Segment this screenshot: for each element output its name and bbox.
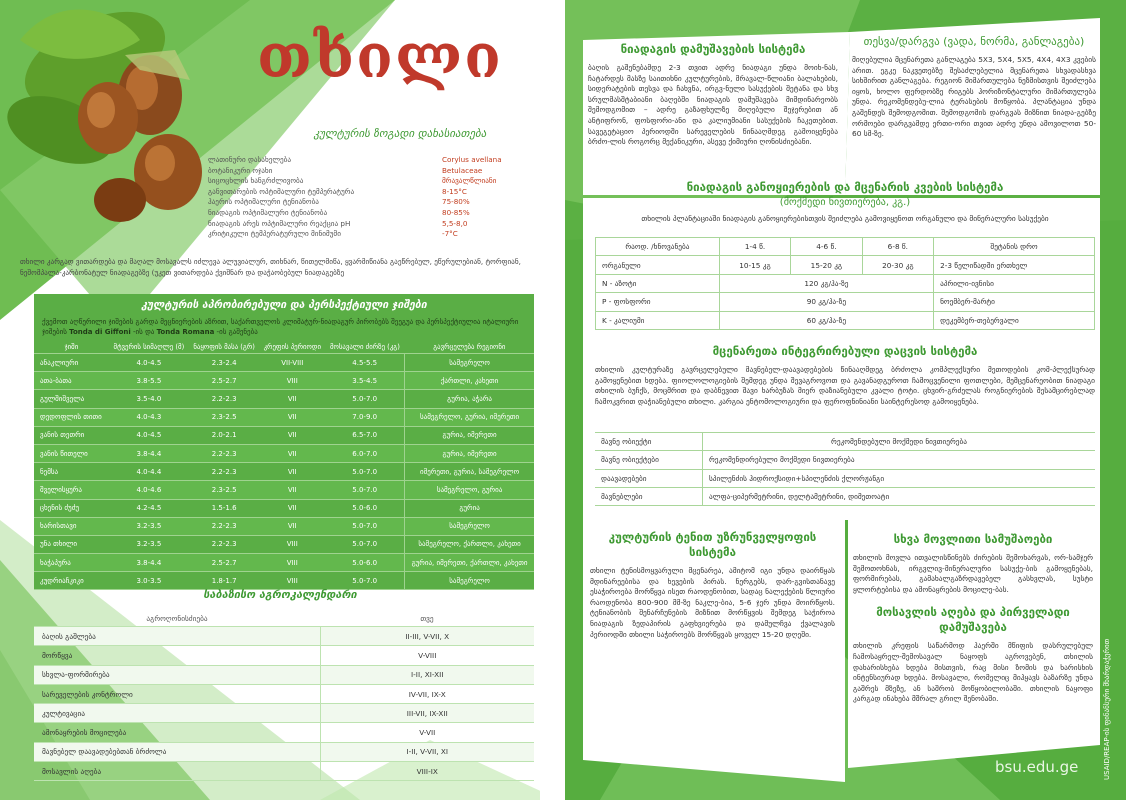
overview-value: 80-85% [442,207,470,217]
table-row [34,517,534,535]
varieties-column-header: კრეფის პერიოდი [259,341,325,354]
nutrition-dose: 90 კგ/ჰა-ზე [719,293,933,311]
ipm-table [595,432,1095,506]
varieties-cell: ათა-ბათა [34,372,109,390]
intro-variety-1: Tonda di Giffoni [69,327,131,336]
nutrition-dose: 60 კგ/ჰა-ზე [719,311,933,329]
calendar-month: I-II, XI-XII [320,665,534,684]
varieties-cell: 1.5-1.6 [189,499,259,517]
varieties-cell: 5.0-7.0 [325,390,404,408]
varieties-column-header: მტვერის სიმაღლე (მ) [109,341,189,354]
table-row [596,293,1095,311]
intro-variety-2: Tonda Romana [156,327,215,336]
varieties-cell: 2.2-2.3 [189,390,259,408]
gutter [540,0,565,800]
nutrition-element: P - ფოსფორი [596,293,720,311]
tech-heading: კულტურის ტენით უზრუნველყოფის სისტემა [608,530,817,559]
varieties-cell: VIII [259,572,325,590]
varieties-cell: სამეგრელო [405,354,534,372]
varieties-cell: 2.3-2.4 [189,354,259,372]
varieties-cell: VIII [259,554,325,572]
table-row [34,723,534,742]
varieties-cell: 4.0-4.5 [109,354,189,372]
ipm-heading: მცენარეთა ინტეგრირებული დაცვის სისტემა [712,344,978,358]
nutrition-header-row [596,238,1095,256]
overview-value: 5,5-8,0 [442,218,468,228]
calendar-heading: საბაზისო აგროკალენდარი [203,588,357,601]
varieties-cell: ვანის თეთრი [34,426,109,444]
table-row [34,742,534,761]
table-row [34,408,534,426]
varieties-column-header: ნაყოფის მასა (გრ) [189,341,259,354]
varieties-cell: 3.8-5.5 [109,372,189,390]
ipm-object: მავნე ობიექტები [595,451,703,469]
calendar-activity: სხვლა-ფორმირება [34,665,320,684]
overview-heading: კულტურის ზოგადი დახასიათება [313,127,487,140]
overview-key: ნიადაგის ოპტიმალური ტენიანობა [208,207,328,217]
table-row [34,499,534,517]
overview-row [208,219,506,230]
varieties-cell: 4.0-4.4 [109,463,189,481]
table-row [595,469,1095,487]
varieties-cell: 3.8-4.4 [109,444,189,462]
table-row [34,463,534,481]
nutrition-cell: 20-30 კგ [862,256,933,274]
other-section [853,532,1093,705]
footer-watermark: bsu.edu.ge [995,758,1079,776]
nutrition-header-cell: 4-6 წ. [791,238,862,256]
nutrition-timing: აპრილი-ივნისი [934,274,1095,292]
varieties-cell: დედოფლის თითი [34,408,109,426]
ipm-header-row [595,433,1095,451]
varieties-cell: 6.5-7.0 [325,426,404,444]
varieties-cell: VII [259,463,325,481]
overview-row [208,197,506,208]
other-text: თხილის მოვლა ითვალისწინებს ძირების შემოხარვას, ორ-სამჯერ შემოთოხნას, ირგვლივ-მინერალური სასუქე-ბის გამოყენებას, ფორმირებას, გამახალგაზრდავებელ გასხვლას, სუსტი ყლორტებისა და ამონაყრების მოცილე-ბას. [853,553,1093,594]
varieties-cell: 2.2-2.3 [189,463,259,481]
varieties-cell: 5.0-7.0 [325,481,404,499]
nutrition-dose: 120 კგ/ჰა-ზე [719,274,933,292]
varieties-column-header: ჯიში [34,341,109,354]
nutrition-intro: თხილის პლანტაციაში ნიადაგის განოყიერებისთვის შეიძლება გამოვიყენოთ ორგანული და მინერალური სასუქები [641,214,1049,223]
page-title: თხილი [257,22,503,92]
varieties-heading: კულტურის აპრობირებული და პერსპექტიული ჯიშები [141,299,427,311]
nutrition-cell: 15-20 კგ [791,256,862,274]
calendar-activity: კულტივაცია [34,704,320,723]
varieties-box [34,294,534,590]
ipm-object: მავნებლები [595,487,703,505]
intro-text: ქვემოთ აღწერილი ჯიშების გარდა მეცნიერების აზრით, საქართველოს კლიმატურ-ნიადაგურ პირობებს შეეგუა და პერსპექტიულია იტალიური ჯიშების [42,318,519,336]
varieties-cell: გურია [405,499,534,517]
calendar-activity: ბაღის გაშლება [34,627,320,646]
varieties-cell: გულშიშველა [34,390,109,408]
overview-key: სიცოცხლის ხანგრძლივობა [208,176,304,186]
soil-heading: ნიადაგის დამუშავების სისტემა [620,42,806,56]
varieties-cell: 3.5-4.0 [109,390,189,408]
other-heading: სხვა მოვლითი სამუშაოები [893,532,1053,546]
varieties-cell: ვანის წითელი [34,444,109,462]
table-row [34,704,534,723]
varieties-cell: 2.2-2.3 [189,517,259,535]
varieties-cell: სამეგრელო, ქართლი, კახეთი [405,535,534,553]
varieties-cell: VII [259,390,325,408]
varieties-cell: VII [259,408,325,426]
varieties-cell: სამეგრელო, გურია [405,481,534,499]
ipm-text: თხილის კულტურაზე გავრცელებული მავნებელ-დაავადებების წინააღმდეგ ბრძოლა კომპლექსური მეთოდების კომ-პლექსურად გამოყენებით ხდება. ფიოლოლოგიების შემდეგ უნდა შევაგროვოთ და გავანადგუროთ ჩამოცვენილი ფოთლები, მემცენარეობით ნიადაგი თხილის ბუჩქს, მოცმრით და დაბნევით შავი ხარბუზას მიერ დაზიანებული კვალი ტოტი. ცხვირ-გრძელას როგნიერების შესამცირებლად ჩამოკვრით დაჭიანებული თხილი. კარგია ენტომოლოგიური და ფეროფნინიანი საინტერესოდ გამოიყენება. [595,365,1095,406]
nutrition-cell: 10-15 კგ [719,256,790,274]
table-row [34,554,534,572]
varieties-cell: 2.5-2.7 [189,554,259,572]
nutrition-header-cell: რაოდ. /ხნოვანება [596,238,720,256]
overview-table [208,155,506,240]
varieties-cell: 5.0-7.0 [325,517,404,535]
varieties-cell: VII [259,517,325,535]
table-row [34,646,534,665]
overview-row [208,208,506,219]
varieties-cell: ანაკლიური [34,354,109,372]
calendar-month: V-VIII [320,646,534,665]
varieties-cell: სამეგრელო [405,572,534,590]
nutrition-timing: დეკემბერ-თებერვალი [934,311,1095,329]
overview-key: განვითარების ოპტიმალური ტემპერატურა [208,186,355,196]
overview-value: 75-80% [442,197,470,207]
overview-key: ჰაერის ოპტიმალური ტენიანობა [208,197,319,207]
overview-row [208,187,506,198]
calendar-table [34,610,534,781]
nutrition-header-cell: შეტანის დრო [934,238,1095,256]
varieties-cell: 7.0-9.0 [325,408,404,426]
overview-key: ნიადაგის არეს ოპტიმალური რეაქცია pH [208,218,351,228]
varieties-cell: 3.2-3.5 [109,517,189,535]
table-row [34,684,534,703]
varieties-cell: VII-VIII [259,354,325,372]
overview-value: მრავალწლიანი [442,176,497,186]
overview-row [208,229,506,240]
tech-text: თხილი ტენისმოყვარული მცენარეა, ამიტომ იგი უნდა დაირწყას მდინარეებისა და ხევების პირას. ნერგებს, დარ-გვისთანავე ესაჭიროება მორწყვა ისეთ რაოდენობით, სადაც ნალექების წლიური რაოდენობა 800-900 მმ-ზე ნაკლე-ბია, 5-6 ჯერ უნდა მოირწყოს. ტენიანობის შენარჩუნების მიზნით მორწყვის შემდეგ საჭიროა ნიადაგის ზედაპირის გაფხვიერება და დამულჩვა ქვალავის პერიოდში თხილი საჭიროებს მორწყვას ყოველ 15-20 დღეში. [590,566,835,639]
varieties-cell: 5.0-7.0 [325,463,404,481]
overview-key: ლათინური დასახელება [208,155,292,164]
calendar-month: II-III, V-VII, X [320,627,534,646]
ipm-header-cell: რეკომენდებული მოქმედი ნივთიერება [703,433,1096,451]
table-row [34,390,534,408]
varieties-cell: 2.3-2.5 [189,481,259,499]
calendar-activity: მავნებელ დაავადებებთან ბრძოლა [34,742,320,761]
nutrition-element: K - კალიუმი [596,311,720,329]
ipm-substance: ალფა-ციპერმეტრინი, დელტამეტრინი, დიმეთოატი [703,487,1096,505]
overview-key: კრიტიკული ტემპერატურული მინიმუმი [208,229,341,239]
nutrition-table [595,237,1095,330]
nutrition-organic-row [596,256,1095,274]
ipm-substance: სპილენძის ჰიდროქსიდი+სპილენძის ქლორჟანგი [703,469,1096,487]
varieties-cell: 5.0-6.0 [325,499,404,517]
varieties-cell: 5.0-6.0 [325,554,404,572]
varieties-cell: ქართლი, კახეთი [405,372,534,390]
ipm-object: დაავადებები [595,469,703,487]
table-row [34,354,534,372]
varieties-column-header: გავრცელება რეგიონი [405,341,534,354]
soil-section [588,42,838,148]
varieties-cell: სამეგრელო, გურია, იმერეთი [405,408,534,426]
varieties-cell: 4.0-4.5 [109,426,189,444]
table-row [34,426,534,444]
varieties-cell: VIII [259,372,325,390]
varieties-cell: VIII [259,535,325,553]
varieties-cell: იმერეთი, გურია, სამეგრელო [405,463,534,481]
varieties-cell: გურია, იმერეთი [405,426,534,444]
overview-value: Corylus avellana [442,155,502,164]
table-row [34,762,534,781]
intro-text-post: -ის გაშენება [216,327,258,336]
varieties-cell: ხარისთავი [34,517,109,535]
side-note-text: USAID/REAP-ის ფინანსური მხარდაჭერით [1103,638,1111,780]
overview-key: ბოტანიკური ოჯახი [208,165,273,175]
planting-section [852,34,1096,140]
varieties-cell: 3.8-4.4 [109,554,189,572]
planting-text: მიღებულია მცენარეთა განლაგება 5X3, 5X4, 5X5, 4X4, 4X3 კვების არით. ეგკე ნაკვეთებზე შესაძლებელია მცენარეთა სხვადასხვა სიხშირით განლაგება. რეგიონ მიმართულება ნეზმისთვის შეიძლება იყოს, ხოლო ფერდობზე რიგებს ჰორიზონტალური მიმართულება უნდა. რეკომენდებუ-ლია ტერასების მოწყობა. პლანტაცია უნდა გაშენდეს შემოდგომით. შემოდგომის დარგვას მიზნით ნიადა-გებზე ორმოები დარგვამდე ერთი-ორი თვით ადრე უნდა ამოვილოთ 50-60 სმ-ზე. [852,55,1096,139]
calendar-month: IV-VII, IX-X [320,684,534,703]
varieties-cell: გურია, იმერეთი, ქართლი, კახეთი [405,554,534,572]
varieties-cell: 5.0-7.0 [325,572,404,590]
overview-row [208,166,506,177]
nutrition-header-cell: 1-4 წ. [719,238,790,256]
nutrition-cell: ორგანული [596,256,720,274]
varieties-cell: 2.2-2.3 [189,444,259,462]
nutrition-header-cell: 6-8 წ. [862,238,933,256]
table-row [596,311,1095,329]
calendar-month: III-VII, IX-XII [320,704,534,723]
varieties-cell: 3.5-4.5 [325,372,404,390]
varieties-cell: გურია, იმერეთი [405,444,534,462]
overview-value: Betulaceae [442,165,483,175]
table-row [34,665,534,684]
nutrition-timing: ნოემბერ-მარტი [934,293,1095,311]
overview-value: 8-15°C [442,186,467,196]
overview-row [208,176,506,187]
table-row [595,487,1095,505]
table-row [34,481,534,499]
varieties-cell: VII [259,444,325,462]
table-row [34,372,534,390]
varieties-cell: VII [259,426,325,444]
varieties-cell: VII [259,499,325,517]
varieties-cell: 2.3-2.5 [189,408,259,426]
varieties-cell: ნემსა [34,463,109,481]
table-row [596,274,1095,292]
nutrition-cell: 2-3 წელიწადში ერთხელ [934,256,1095,274]
calendar-col-month: თვე [320,610,534,627]
overview-value: -7°C [442,229,458,239]
varieties-cell: ცხენის ძუძუ [34,499,109,517]
nutrition-element: N - აზოტი [596,274,720,292]
calendar-activity: სარეველების კონტროლი [34,684,320,703]
overview-note: თხილი კარგად ვითარდება და მაღალ მოსავალს იძლევა ალუვიალურ, თიხნარ, წითელმიწა, ყვარმიწიანა გაეწრებულ, ეწერულებიან, ტორფიან, ნეშომპალა-კარბონატულ ნიადაგებზე (უკეთ ვითარდება ქვიშნარ და დაჭაობებულ ნიადაგებზე [20,257,521,277]
varieties-intro [34,316,534,341]
ipm-section [595,344,1095,407]
calendar-activity: მორწყვა [34,646,320,665]
varieties-cell: 2.5-2.7 [189,372,259,390]
calendar-month: VIII-IX [320,762,534,781]
table-row [34,444,534,462]
varieties-cell: გურია, აჭარა [405,390,534,408]
side-note [1103,610,1117,780]
varieties-column-header: მოსავალი ძირზე (კგ) [325,341,404,354]
varieties-cell: სამეგრელო [405,517,534,535]
table-row [595,451,1095,469]
intro-text-mid: -ის და [133,327,155,336]
planting-heading: თესვა/დარგვა (ვადა, ნორმა, განლაგება) [863,35,1085,48]
overview-row [208,155,506,166]
varieties-cell: შველისყურა [34,481,109,499]
harvest-heading: მოსავლის აღება და პირველადი დამუშავება [876,605,1070,635]
calendar-col-activity: აგროღონისძიება [34,610,320,627]
nutrition-subheading: (მოქმედი ნივთიერება, კგ.) [779,197,911,208]
varieties-cell: 6.0-7.0 [325,444,404,462]
soil-text: ბაღის გაშენებამდე 2-3 თვით ადრე ნიადაგი უნდა მოიხ-ნას, ჩატარდეს მასზე საითიხნი კულტურების, მრავალ-წლიანი ბალახების, სიდერატების თესვა და ჩახვნა, ირგვ-ნული სასუქების შეტანა და სხვ სრულმასშტაბიანი ბაღებში ნიადაგის დამუშავება მიმდინარეობს შემოდგომით – ადრე გაზაფხულზე მიღებული შეჯერებით ან ანტიფრონ, ფოსფორი-ანი და კალიუმიანი სასუქების ჩაკეთებით. სავეგეტაციო პერიოდში სარეველების წინააღმდეგ გამოიყენება ბრძო-ლის როგორც მექანიკური, ასევე ქიმიური ღონისძიებანი. [588,63,838,147]
varieties-cell: 1.8-1.7 [189,572,259,590]
varieties-cell: VII [259,481,325,499]
varieties-cell: 2.0-2.1 [189,426,259,444]
harvest-text: თხილის კრეფის საწარმოდ ჰაერში მწიფის დასრულებულ ჩამოსაყრელ-შემოსავალ ნაყოფს აგროვებენ, თხილის დახარისხება ხდება მისთვის, რაც მისი ზომის და ხარისხის ინტენსიურად ხდება. მოსავალი, რომელიც მიჰყავს ბაზარზე უნდა გაშრეს მზეზე, ან საშრობ მოწყობილობაში. თხილის ნაყოფი კარგად ინახება მშრალ გრილ შენობაში. [853,641,1093,704]
varieties-cell: ხაჭაპურა [34,554,109,572]
varieties-cell: 3.0-3.5 [109,572,189,590]
varieties-cell: 4.0-4.6 [109,481,189,499]
calendar-activity: მოსავლის აღება [34,762,320,781]
table-row [34,535,534,553]
calendar-month: V-VII [320,723,534,742]
varieties-cell: 3.2-3.5 [109,535,189,553]
varieties-cell: 2.2-2.3 [189,535,259,553]
varieties-cell: 4.2-4.5 [109,499,189,517]
calendar-month: I-II, V-VII, XI [320,742,534,761]
varieties-table [34,341,534,590]
calendar-activity: ამონაყრების მოცილება [34,723,320,742]
varieties-cell: 5.0-7.0 [325,535,404,553]
varieties-cell: კუდრიაჩკიკი [34,572,109,590]
table-row [34,627,534,646]
nutrition-heading: ნიადაგის განოყიერების და მცენარის კვების სისტემა [686,180,1004,194]
varieties-cell: 4.5-5.5 [325,354,404,372]
nutrition-section [595,180,1095,225]
varieties-cell: 4.0-4.3 [109,408,189,426]
ipm-substance: რეკომენდირებული მოქმედი ნივთიერება [703,451,1096,469]
ipm-header-cell: მავნე ობიექტი [595,433,703,451]
varieties-cell: უნა თხილი [34,535,109,553]
tech-section [590,530,835,640]
